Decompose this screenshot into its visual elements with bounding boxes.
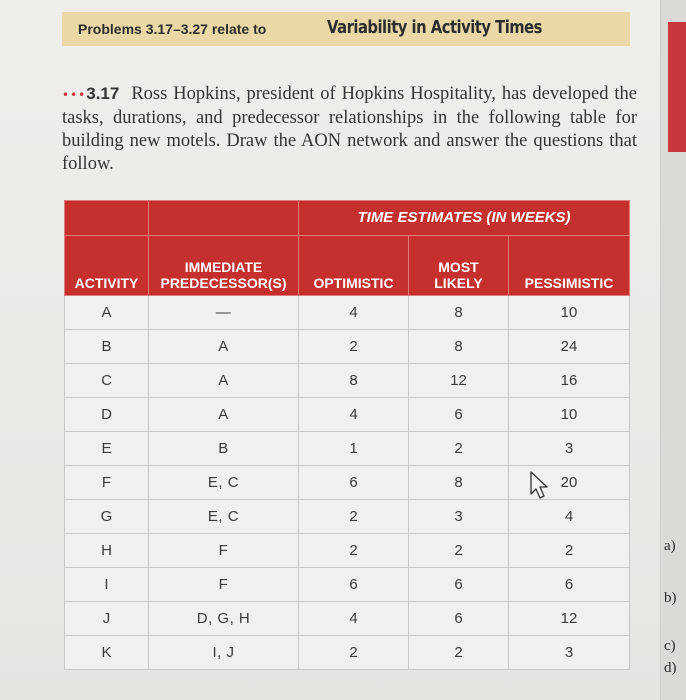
predecessor-cell: I, J	[149, 636, 299, 670]
section-banner	[62, 12, 630, 46]
col-header-most-likely-line2: LIKELY	[434, 275, 483, 291]
activity-cell: J	[65, 602, 149, 636]
pessimistic-cell: 3	[509, 636, 630, 670]
page-tab-marker	[668, 22, 686, 152]
optimistic-cell: 2	[299, 500, 409, 534]
most-likely-cell: 2	[409, 636, 509, 670]
banner-topic: Variability in Activity Times	[327, 17, 542, 38]
optimistic-cell: 2	[299, 636, 409, 670]
problem-text: Ross Hopkins, president of Hopkins Hospitality, has developed the tasks, durations, and predecessor relationships in the following table for building new motels. Draw the AON network and answer the questions that follow.	[62, 84, 637, 174]
optimistic-cell: 2	[299, 330, 409, 364]
optimistic-cell: 2	[299, 534, 409, 568]
problem-number: 3.17	[86, 84, 120, 103]
banner-prefix: Problems 3.17–3.27 relate to	[78, 21, 267, 37]
pessimistic-cell: 20	[509, 466, 630, 500]
pessimistic-cell: 4	[509, 500, 630, 534]
time-estimates-header: TIME ESTIMATES (IN WEEKS)	[299, 201, 630, 236]
optimistic-cell: 6	[299, 568, 409, 602]
side-label: c)	[664, 638, 676, 654]
most-likely-cell: 2	[409, 432, 509, 466]
activity-cell: D	[65, 398, 149, 432]
activity-cell: I	[65, 568, 149, 602]
activity-cell: H	[65, 534, 149, 568]
predecessor-cell: A	[149, 330, 299, 364]
col-header-most-likely-line1: MOST	[438, 259, 479, 275]
predecessor-cell: D, G, H	[149, 602, 299, 636]
col-header-pessimistic: PESSIMISTIC	[509, 236, 630, 296]
predecessor-cell: F	[149, 568, 299, 602]
table-row	[65, 364, 630, 398]
predecessor-cell: —	[149, 296, 299, 330]
pessimistic-cell: 12	[509, 602, 630, 636]
predecessor-cell: A	[149, 364, 299, 398]
side-label: b)	[664, 590, 677, 606]
pessimistic-cell: 10	[509, 296, 630, 330]
pessimistic-cell: 10	[509, 398, 630, 432]
predecessor-cell: F	[149, 534, 299, 568]
pessimistic-cell: 24	[509, 330, 630, 364]
col-header-predecessors	[149, 236, 299, 296]
mouse-pointer-icon	[528, 470, 554, 500]
table-row	[65, 534, 630, 568]
most-likely-cell: 8	[409, 466, 509, 500]
most-likely-cell: 6	[409, 602, 509, 636]
time-estimates-table	[64, 200, 630, 670]
col-header-most-likely	[409, 236, 509, 296]
table-row	[65, 602, 630, 636]
table-row	[65, 500, 630, 534]
predecessor-cell: E, C	[149, 500, 299, 534]
optimistic-cell: 6	[299, 466, 409, 500]
predecessor-cell: E, C	[149, 466, 299, 500]
table-row	[65, 398, 630, 432]
optimistic-cell: 4	[299, 602, 409, 636]
table-row	[65, 296, 630, 330]
pessimistic-cell: 6	[509, 568, 630, 602]
difficulty-dots: •••	[62, 88, 87, 102]
table-row	[65, 330, 630, 364]
predecessor-cell: B	[149, 432, 299, 466]
activity-cell: K	[65, 636, 149, 670]
col-header-activity: ACTIVITY	[65, 236, 149, 296]
optimistic-cell: 4	[299, 296, 409, 330]
optimistic-cell: 1	[299, 432, 409, 466]
blank-header	[149, 201, 299, 236]
most-likely-cell: 8	[409, 330, 509, 364]
problem-statement	[62, 82, 637, 176]
activity-cell: F	[65, 466, 149, 500]
activity-cell: A	[65, 296, 149, 330]
activity-cell: G	[65, 500, 149, 534]
col-header-optimistic: OPTIMISTIC	[299, 236, 409, 296]
col-header-predecessors-line1: IMMEDIATE	[184, 259, 263, 275]
most-likely-cell: 6	[409, 398, 509, 432]
side-label: a)	[664, 538, 676, 554]
pessimistic-cell: 3	[509, 432, 630, 466]
most-likely-cell: 6	[409, 568, 509, 602]
activity-cell: B	[65, 330, 149, 364]
activity-cell: E	[65, 432, 149, 466]
pessimistic-cell: 16	[509, 364, 630, 398]
optimistic-cell: 8	[299, 364, 409, 398]
most-likely-cell: 3	[409, 500, 509, 534]
pessimistic-cell: 2	[509, 534, 630, 568]
blank-header	[65, 201, 149, 236]
most-likely-cell: 8	[409, 296, 509, 330]
side-label: d)	[664, 660, 677, 676]
table-row	[65, 432, 630, 466]
table-row	[65, 568, 630, 602]
most-likely-cell: 2	[409, 534, 509, 568]
optimistic-cell: 4	[299, 398, 409, 432]
predecessor-cell: A	[149, 398, 299, 432]
activity-cell: C	[65, 364, 149, 398]
most-likely-cell: 12	[409, 364, 509, 398]
table-row	[65, 636, 630, 670]
col-header-predecessors-line2: PREDECESSOR(S)	[160, 275, 287, 291]
